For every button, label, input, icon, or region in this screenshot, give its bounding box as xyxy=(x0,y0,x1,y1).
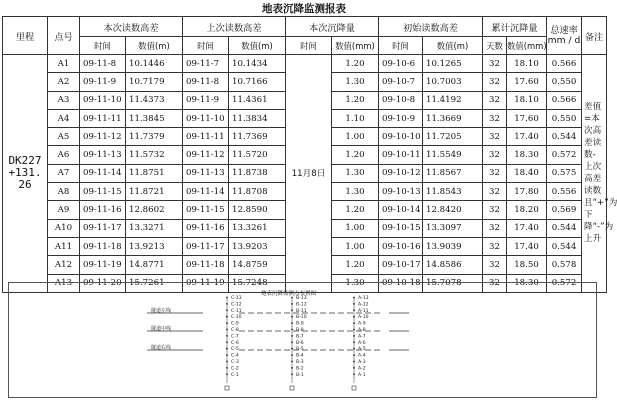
previous-value-cell: 11.3834 xyxy=(229,109,286,127)
total-rate-cell: 0.556 xyxy=(547,183,582,201)
monitor-point-label: B-1 xyxy=(296,372,304,378)
previous-time-cell: 09-11-12 xyxy=(183,146,229,164)
diagram-line-label: 隧道左线 xyxy=(151,308,172,314)
previous-value-cell: 15.7248 xyxy=(229,274,286,292)
subheader-previous-value: 数值(m) xyxy=(229,37,286,55)
current-time-cell: 09-11-11 xyxy=(80,109,126,127)
benchmark-marker xyxy=(225,386,229,390)
cumulative-value-cell: 17.40 xyxy=(507,128,547,146)
layout-diagram xyxy=(8,282,597,398)
initial-time-cell: 09-10-11 xyxy=(379,146,423,164)
initial-value-cell: 11.5549 xyxy=(423,146,483,164)
table-row xyxy=(3,55,607,73)
total-rate-cell: 0.566 xyxy=(547,55,582,73)
initial-value-cell: 12.8420 xyxy=(423,201,483,219)
initial-value-cell: 10.1265 xyxy=(423,55,483,73)
total-rate-cell: 0.550 xyxy=(547,109,582,127)
monitor-point-label: C-4 xyxy=(231,353,239,359)
current-time-cell: 09-11-17 xyxy=(80,219,126,237)
current-time-cell: 09-11-14 xyxy=(80,164,126,182)
days-cell: 32 xyxy=(483,146,507,164)
monitor-point-label: C-5 xyxy=(231,347,239,353)
subheader-previous-time: 时间 xyxy=(183,37,229,55)
monitor-point-marker xyxy=(291,341,293,343)
initial-time-cell: 09-10-9 xyxy=(379,109,423,127)
monitor-point-marker xyxy=(353,329,355,331)
monitor-point-marker xyxy=(226,316,228,318)
days-cell: 32 xyxy=(483,201,507,219)
monitor-point-label: B-12 xyxy=(296,302,307,308)
current-time-cell: 09-11-9 xyxy=(80,73,126,91)
settlement-table xyxy=(2,16,617,293)
cumulative-value-cell: 17.40 xyxy=(507,237,547,255)
current-time-cell: 09-11-8 xyxy=(80,55,126,73)
point-cell: A11 xyxy=(48,237,80,255)
monitor-point-label: A-8 xyxy=(358,328,366,333)
days-cell: 32 xyxy=(483,91,507,109)
initial-time-cell: 09-10-10 xyxy=(379,128,423,146)
initial-value-cell: 14.8586 xyxy=(423,256,483,274)
monitor-point-marker xyxy=(353,322,355,324)
monitor-point-label: A-5 xyxy=(358,347,366,353)
initial-value-cell: 11.7205 xyxy=(423,128,483,146)
monitor-point-marker xyxy=(353,354,355,356)
monitor-point-marker xyxy=(291,322,293,324)
monitor-point-marker xyxy=(353,309,355,311)
previous-value-cell: 11.7369 xyxy=(229,128,286,146)
initial-time-cell: 09-10-14 xyxy=(379,201,423,219)
previous-value-cell: 13.3261 xyxy=(229,219,286,237)
monitor-point-label: A-1 xyxy=(358,372,366,378)
previous-value-cell: 14.8759 xyxy=(229,256,286,274)
cumulative-value-cell: 18.30 xyxy=(507,146,547,164)
current-time-cell: 09-11-20 xyxy=(80,274,126,292)
days-cell: 32 xyxy=(483,256,507,274)
monitor-point-marker xyxy=(226,309,228,311)
current-value-cell: 11.3845 xyxy=(126,109,183,127)
initial-value-cell: 11.8543 xyxy=(423,183,483,201)
monitor-point-label: C-3 xyxy=(231,360,239,365)
header-cumulative: 累计沉降量 xyxy=(483,17,547,37)
settlement-value-cell: 1.20 xyxy=(332,201,379,219)
monitor-point-marker xyxy=(353,335,355,337)
monitor-point-label: A-13 xyxy=(358,296,369,301)
monitor-point-label: B-8 xyxy=(296,328,304,333)
current-time-cell: 09-11-10 xyxy=(80,91,126,109)
monitor-point-marker xyxy=(291,335,293,337)
initial-value-cell: 15.7078 xyxy=(423,274,483,292)
initial-time-cell: 09-10-6 xyxy=(379,55,423,73)
initial-time-cell: 09-10-15 xyxy=(379,219,423,237)
monitor-point-marker xyxy=(353,361,355,363)
monitor-point-label: A-3 xyxy=(358,360,366,365)
monitor-point-marker xyxy=(353,316,355,318)
monitor-point-label: C-6 xyxy=(231,340,239,346)
monitor-point-marker xyxy=(226,303,228,305)
current-value-cell: 11.4373 xyxy=(126,91,183,109)
days-cell: 32 xyxy=(483,128,507,146)
initial-value-cell: 13.3097 xyxy=(423,219,483,237)
initial-value-cell: 10.7003 xyxy=(423,73,483,91)
point-cell: A3 xyxy=(48,91,80,109)
current-value-cell: 13.3271 xyxy=(126,219,183,237)
monitor-point-marker xyxy=(226,348,228,350)
header-mileage: 里程 xyxy=(3,17,48,55)
monitor-point-label: B-5 xyxy=(296,347,304,353)
initial-value-cell: 11.4192 xyxy=(423,91,483,109)
monitor-point-label: B-4 xyxy=(296,353,304,359)
monitor-point-marker xyxy=(226,354,228,356)
initial-value-cell: 11.3669 xyxy=(423,109,483,127)
cumulative-value-cell: 17.40 xyxy=(507,219,547,237)
monitor-point-marker xyxy=(226,335,228,337)
current-value-cell: 14.8771 xyxy=(126,256,183,274)
settlement-value-cell: 1.10 xyxy=(332,109,379,127)
header-total-rate: 总速率 mm / d xyxy=(547,17,582,55)
monitor-point-label: C-7 xyxy=(231,334,239,340)
initial-time-cell: 09-10-16 xyxy=(379,237,423,255)
monitor-point-marker xyxy=(226,322,228,324)
total-rate-cell: 0.575 xyxy=(547,164,582,182)
monitor-point-label: B-9 xyxy=(296,321,304,327)
monitor-point-label: A-7 xyxy=(358,334,366,340)
previous-time-cell: 09-11-13 xyxy=(183,164,229,182)
monitor-point-marker xyxy=(291,329,293,331)
total-rate-cell: 0.566 xyxy=(547,91,582,109)
initial-time-cell: 09-10-12 xyxy=(379,164,423,182)
current-time-cell: 09-11-13 xyxy=(80,146,126,164)
monitor-point-marker xyxy=(291,354,293,356)
initial-time-cell: 09-10-7 xyxy=(379,73,423,91)
cumulative-value-cell: 17.60 xyxy=(507,73,547,91)
settlement-value-cell: 1.00 xyxy=(332,219,379,237)
previous-time-cell: 09-11-11 xyxy=(183,128,229,146)
subheader-current-value: 数值(m) xyxy=(126,37,183,55)
subheader-initial-time: 时间 xyxy=(379,37,423,55)
monitor-point-marker xyxy=(226,361,228,363)
monitor-point-label: C-11 xyxy=(231,308,242,314)
current-value-cell: 15.7261 xyxy=(126,274,183,292)
mileage-cell: DK227+131.26 xyxy=(3,55,48,293)
current-value-cell: 11.8721 xyxy=(126,183,183,201)
previous-value-cell: 11.8738 xyxy=(229,164,286,182)
cumulative-value-cell: 17.80 xyxy=(507,183,547,201)
point-cell: A4 xyxy=(48,109,80,127)
cumulative-value-cell: 18.20 xyxy=(507,201,547,219)
current-time-cell: 09-11-12 xyxy=(80,128,126,146)
monitor-point-marker xyxy=(291,367,293,369)
page-title: 地表沉降监测报表 xyxy=(262,3,346,15)
current-time-cell: 09-11-18 xyxy=(80,237,126,255)
settlement-value-cell: 1.20 xyxy=(332,91,379,109)
current-value-cell: 11.7379 xyxy=(126,128,183,146)
monitor-point-label: B-11 xyxy=(296,308,307,314)
subheader-settlement-time: 时间 xyxy=(286,37,332,55)
header-settlement: 本次沉降量 xyxy=(286,17,379,37)
initial-value-cell: 11.8567 xyxy=(423,164,483,182)
previous-value-cell: 13.9203 xyxy=(229,237,286,255)
days-cell: 32 xyxy=(483,183,507,201)
monitor-point-label: A-11 xyxy=(358,308,369,314)
previous-time-cell: 09-11-14 xyxy=(183,183,229,201)
monitor-point-label: C-10 xyxy=(231,315,242,321)
days-cell: 32 xyxy=(483,219,507,237)
total-rate-cell: 0.569 xyxy=(547,201,582,219)
initial-time-cell: 09-10-17 xyxy=(379,256,423,274)
cumulative-value-cell: 18.10 xyxy=(507,55,547,73)
current-value-cell: 11.8751 xyxy=(126,164,183,182)
previous-time-cell: 09-11-18 xyxy=(183,256,229,274)
point-cell: A2 xyxy=(48,73,80,91)
monitor-point-marker xyxy=(291,361,293,363)
subheader-current-time: 时间 xyxy=(80,37,126,55)
point-cell: A13 xyxy=(48,274,80,292)
monitor-point-marker xyxy=(353,348,355,350)
monitor-point-label: B-3 xyxy=(296,360,304,365)
current-value-cell: 10.1446 xyxy=(126,55,183,73)
cumulative-value-cell: 18.30 xyxy=(507,274,547,292)
header-current: 本次读数高差 xyxy=(80,17,183,37)
previous-time-cell: 09-11-7 xyxy=(183,55,229,73)
diagram-svg xyxy=(9,283,596,397)
monitor-point-marker xyxy=(353,341,355,343)
benchmark-marker xyxy=(290,386,294,390)
point-cell: A12 xyxy=(48,256,80,274)
previous-time-cell: 09-11-16 xyxy=(183,219,229,237)
cumulative-value-cell: 18.50 xyxy=(507,256,547,274)
days-cell: 32 xyxy=(483,274,507,292)
current-value-cell: 11.5732 xyxy=(126,146,183,164)
current-value-cell: 12.8602 xyxy=(126,201,183,219)
diagram-line-label: 隧道中线 xyxy=(151,326,172,332)
subheader-days: 天数 xyxy=(483,37,507,55)
current-time-cell: 09-11-19 xyxy=(80,256,126,274)
table-body xyxy=(3,55,617,293)
monitor-point-marker xyxy=(353,373,355,375)
point-cell: A10 xyxy=(48,219,80,237)
previous-value-cell: 10.1434 xyxy=(229,55,286,73)
settlement-time-cell: 11月8日 xyxy=(286,55,332,293)
settlement-value-cell: 1.00 xyxy=(332,128,379,146)
point-cell: A9 xyxy=(48,201,80,219)
monitor-point-label: C-12 xyxy=(231,302,242,308)
monitor-point-label: C-1 xyxy=(231,372,239,378)
initial-time-cell: 09-10-13 xyxy=(379,183,423,201)
total-rate-cell: 0.544 xyxy=(547,219,582,237)
monitor-point-label: C-2 xyxy=(231,366,239,372)
days-cell: 32 xyxy=(483,164,507,182)
monitor-point-label: A-6 xyxy=(358,340,366,346)
header-point: 点号 xyxy=(48,17,80,55)
monitor-point-marker xyxy=(291,309,293,311)
diagram-line-label: 隧道右线 xyxy=(151,345,172,351)
point-cell: A8 xyxy=(48,183,80,201)
days-cell: 32 xyxy=(483,73,507,91)
previous-time-cell: 09-11-17 xyxy=(183,237,229,255)
header-initial: 初始读数高差 xyxy=(379,17,483,37)
remarks-cell: 差值=本次高差读数-上次高差读数且“+”为下降“-”为上升 xyxy=(582,55,607,293)
initial-time-cell: 09-10-18 xyxy=(379,274,423,292)
benchmark-marker xyxy=(352,386,356,390)
monitor-point-label: B-7 xyxy=(296,334,304,340)
subheader-settlement-value: 数值(mm) xyxy=(332,37,379,55)
days-cell: 32 xyxy=(483,109,507,127)
previous-time-cell: 09-11-9 xyxy=(183,91,229,109)
point-cell: A5 xyxy=(48,128,80,146)
previous-time-cell: 09-11-15 xyxy=(183,201,229,219)
monitor-point-marker xyxy=(291,303,293,305)
monitor-point-label: B-2 xyxy=(296,366,304,372)
header-remarks: 备注 xyxy=(582,17,607,55)
days-cell: 32 xyxy=(483,55,507,73)
monitor-point-marker xyxy=(291,348,293,350)
monitor-point-label: B-10 xyxy=(296,315,307,321)
monitor-point-marker xyxy=(226,367,228,369)
monitor-point-marker xyxy=(226,341,228,343)
total-rate-cell: 0.544 xyxy=(547,237,582,255)
cumulative-value-cell: 17.60 xyxy=(507,109,547,127)
total-rate-cell: 0.550 xyxy=(547,73,582,91)
header-previous: 上次读数高差 xyxy=(183,17,286,37)
settlement-value-cell: 1.00 xyxy=(332,237,379,255)
monitor-point-label: C-9 xyxy=(231,321,239,327)
point-cell: A6 xyxy=(48,146,80,164)
monitor-point-label: C-13 xyxy=(231,296,242,301)
monitor-point-label: A-4 xyxy=(358,353,366,359)
initial-time-cell: 09-10-8 xyxy=(379,91,423,109)
current-time-cell: 09-11-15 xyxy=(80,183,126,201)
monitor-point-marker xyxy=(353,367,355,369)
initial-value-cell: 13.9039 xyxy=(423,237,483,255)
monitor-point-marker xyxy=(226,329,228,331)
monitor-point-marker xyxy=(291,373,293,375)
days-cell: 32 xyxy=(483,237,507,255)
diagram-title: 地表沉降监测点布置图 xyxy=(261,291,317,297)
cumulative-value-cell: 18.40 xyxy=(507,164,547,182)
settlement-value-cell: 1.20 xyxy=(332,256,379,274)
current-value-cell: 13.9213 xyxy=(126,237,183,255)
monitor-point-label: A-10 xyxy=(358,315,369,321)
previous-value-cell: 12.8590 xyxy=(229,201,286,219)
monitor-point-marker xyxy=(226,373,228,375)
monitor-point-marker xyxy=(353,303,355,305)
settlement-value-cell: 1.30 xyxy=(332,164,379,182)
previous-value-cell: 10.7166 xyxy=(229,73,286,91)
settlement-value-cell: 1.30 xyxy=(332,274,379,292)
monitor-point-label: A-9 xyxy=(358,321,366,327)
monitor-point-label: A-12 xyxy=(358,302,369,308)
cumulative-value-cell: 18.10 xyxy=(507,91,547,109)
subheader-initial-value: 数值(m) xyxy=(423,37,483,55)
monitor-point-marker xyxy=(291,316,293,318)
previous-time-cell: 09-11-19 xyxy=(183,274,229,292)
monitor-point-marker xyxy=(291,297,293,299)
point-cell: A7 xyxy=(48,164,80,182)
previous-value-cell: 11.5720 xyxy=(229,146,286,164)
monitor-point-marker xyxy=(226,297,228,299)
settlement-value-cell: 1.30 xyxy=(332,183,379,201)
previous-value-cell: 11.8708 xyxy=(229,183,286,201)
total-rate-cell: 0.572 xyxy=(547,146,582,164)
previous-value-cell: 11.4361 xyxy=(229,91,286,109)
monitor-point-label: C-8 xyxy=(231,328,239,333)
current-time-cell: 09-11-16 xyxy=(80,201,126,219)
settlement-value-cell: 1.20 xyxy=(332,55,379,73)
settlement-value-cell: 1.20 xyxy=(332,146,379,164)
monitor-point-label: B-13 xyxy=(296,296,307,301)
monitor-point-label: A-2 xyxy=(358,366,366,372)
settlement-value-cell: 1.30 xyxy=(332,73,379,91)
total-rate-cell: 0.544 xyxy=(547,128,582,146)
monitor-point-label: B-6 xyxy=(296,340,304,346)
point-cell: A1 xyxy=(48,55,80,73)
previous-time-cell: 09-11-8 xyxy=(183,73,229,91)
current-value-cell: 10.7179 xyxy=(126,73,183,91)
total-rate-cell: 0.572 xyxy=(547,274,582,292)
previous-time-cell: 09-11-10 xyxy=(183,109,229,127)
total-rate-cell: 0.578 xyxy=(547,256,582,274)
subheader-cumulative-value: 数值(mm) xyxy=(507,37,547,55)
monitor-point-marker xyxy=(353,297,355,299)
